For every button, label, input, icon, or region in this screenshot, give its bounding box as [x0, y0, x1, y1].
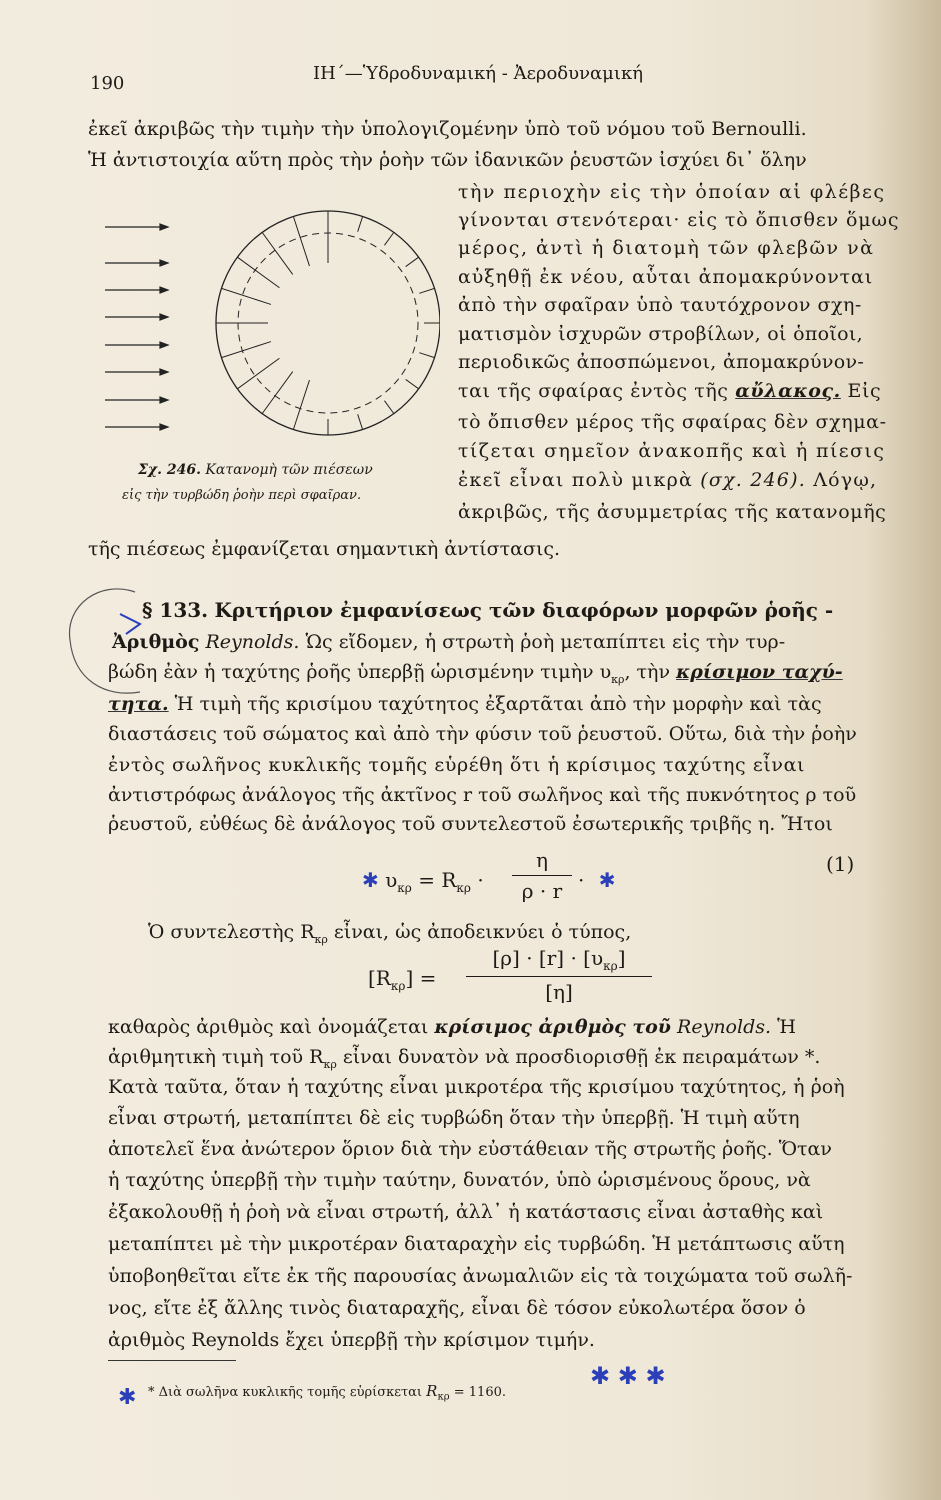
- caption-label: Σχ. 246.: [138, 462, 201, 478]
- subscript: κρ: [603, 959, 618, 973]
- equation-1-tail: [578, 868, 615, 892]
- eq-num-end: ]: [617, 946, 626, 970]
- equation-2: [368, 966, 436, 993]
- eq-dot: ·: [477, 868, 484, 892]
- subscript: κρ: [397, 881, 412, 895]
- figure-246-diagram: [100, 205, 440, 465]
- section-number: § 133.: [142, 598, 209, 622]
- text-line: [108, 1045, 820, 1077]
- text-span: ται τῆς σφαίρας ἐντὸς τῆς: [458, 380, 729, 402]
- equation-number: (1): [826, 852, 855, 876]
- text-line: ἀποτελεῖ ἕνα ἀνώτερον ὅριον διὰ τὴν εὐστάθειαν τῆς στρωτῆς ῥοῆς. Ὅταν: [108, 1138, 832, 1160]
- text-line: τὸ ὄπισθεν μέρος τῆς σφαίρας δὲν σχημα-: [458, 411, 887, 433]
- text-line: ἀπὸ τὴν σφαῖραν ὑπὸ ταυτόχρονον σχη-: [458, 294, 862, 316]
- pressure-vector: [358, 414, 363, 429]
- text-span: ἐκεῖ εἶναι πολὺ μικρὰ: [458, 469, 693, 491]
- eq-numerator: [466, 946, 652, 973]
- text-line: [458, 379, 881, 403]
- text-span: Ὁ συντελεστὴς R: [148, 921, 315, 943]
- text-line: [108, 1015, 796, 1039]
- eq-equals: ] =: [405, 966, 437, 990]
- text-line: τίζεται σημεῖον ἀνακοπῆς καὶ ἡ πίεσις: [458, 440, 886, 462]
- subscript: κρ: [611, 672, 625, 686]
- emphasis-krisimon: κρίσιμον ταχύ-: [676, 661, 843, 683]
- text-line: ἡ ταχύτης ὑπερβῇ τὴν τιμὴν ταύτην, δυνατόν, ὑπὸ ὡρισμένους ὅρους, νὰ: [108, 1169, 811, 1191]
- eq-denominator: ρ · r: [521, 879, 563, 903]
- subscript: κρ: [390, 979, 406, 993]
- running-title: ΙΗ΄—Ὑδροδυναμική - Ἀεροδυναμική: [313, 63, 643, 84]
- text-span: Εἰς: [847, 380, 882, 402]
- reynolds-name: Reynolds.: [677, 1016, 772, 1038]
- footnote-rule: [108, 1360, 236, 1361]
- pressure-vector: [419, 288, 434, 293]
- text-line: αὐξηθῇ ἐκ νέου, αὗται ἀπομακρύνονται: [458, 266, 874, 288]
- flow-arrows: [105, 224, 168, 430]
- subscript: κρ: [456, 881, 471, 895]
- pressure-vector: [262, 232, 293, 274]
- pressure-vector: [384, 232, 393, 245]
- text-line: γίνονται στενότεραι· εἰς τὸ ὄπισθεν ὅμως: [458, 209, 900, 231]
- text-line: μεταπίπτει μὲ τὴν μικροτέραν διαταραχὴν εἰς τυρβώδη. Ἡ μετάπτωσις αὕτη: [108, 1233, 845, 1255]
- pressure-vector: [221, 342, 270, 358]
- pen-mark-star: ✱: [118, 1385, 137, 1410]
- text-line: τῆς πιέσεως ἐμφανίζεται σημαντικὴ ἀντίστασις.: [88, 538, 561, 560]
- text-line: ὑποβοηθεῖται εἴτε ἐκ τῆς παρουσίας ἀνωμαλιῶν εἰς τὰ τοιχώματα τοῦ σωλῆ-: [108, 1265, 853, 1287]
- text-line: [108, 692, 822, 716]
- figure-caption-line2: εἰς τὴν τυρβώδη ῥοὴν περὶ σφαῖραν.: [122, 488, 362, 503]
- pen-annotation: [60, 580, 200, 730]
- pressure-vector: [262, 372, 293, 414]
- text-span: Λόγῳ,: [813, 469, 878, 491]
- page-number: 190: [90, 73, 125, 94]
- equation-1-fraction: [512, 848, 572, 903]
- text-line: ἐντὸς σωλῆνος κυκλικῆς τομῆς εὑρέθη ὅτι ἡ κρίσιμος ταχύτης εἶναι: [108, 754, 806, 776]
- pressure-lines: [216, 211, 440, 435]
- text-line: ἐκεῖ ἀκριβῶς τὴν τιμὴν τὴν ὑπολογιζομένην ὑπὸ τοῦ νόμου τοῦ Bernoulli.: [88, 118, 807, 140]
- section-title: Κριτήριον ἐμφανίσεως τῶν διαφόρων μορφῶν ῥοῆς -: [214, 598, 834, 622]
- text-span: εἶναι δυνατὸν νὰ προσδιορισθῇ ἐκ πειραμάτων *.: [342, 1046, 821, 1068]
- text-span: Ὡς εἴδομεν, ἡ στρωτὴ ῥοὴ μεταπίπτει εἰς τὴν τυρ-: [305, 631, 786, 653]
- pen-mark-star: ✱: [598, 868, 616, 892]
- text-line: ἐξακολουθῇ ἡ ῥοὴ νὰ εἶναι στρωτή, ἀλλ᾽ ἡ κατάστασις εἶναι ἀσταθὴς καὶ: [108, 1201, 824, 1223]
- subscript: κρ: [314, 932, 328, 946]
- pressure-vector: [293, 380, 309, 429]
- text-line: νος, εἴτε ἐξ ἄλλης τινὸς διαταραχῆς, εἶναι δὲ τόσον εὐκολωτέρα ὅσον ὁ: [108, 1297, 806, 1319]
- pressure-vector: [358, 216, 363, 231]
- text-span: Ἡ: [777, 1016, 796, 1038]
- pressure-vector: [406, 257, 419, 266]
- text-line: ἀντιστρόφως ἀνάλογος τῆς ἀκτῖνος r τοῦ σωλῆνος καὶ τῆς πυκνότητος ρ τοῦ: [108, 784, 857, 806]
- text-line: Κατὰ ταῦτα, ὅταν ἡ ταχύτης εἶναι μικροτέρα τῆς κρισίμου ταχύτητος, ἡ ῥοὴ: [108, 1076, 845, 1098]
- text-line: τὴν περιοχὴν εἰς τὴν ὁποίαν αἱ φλέβες: [458, 181, 886, 203]
- text-span: Ἡ τιμὴ τῆς κρισίμου ταχύτητος ἐξαρτᾶται ἀπὸ τὴν μορφὴν καὶ τὰς: [174, 693, 822, 715]
- text-line: [108, 660, 843, 692]
- emphasis-aulakos: αὔλακος.: [735, 380, 841, 402]
- equation-2-fraction: [466, 946, 652, 1004]
- text-line: [112, 630, 785, 654]
- text-line: ματισμὸν ἰσχυρῶν στροβίλων, οἱ ὁποῖοι,: [458, 323, 863, 345]
- text-line: [458, 468, 877, 492]
- text-line: ἀκριβῶς, τῆς ἀσυμμετρίας τῆς κατανομῆς: [458, 501, 887, 523]
- eq-num-text: [ρ] · [r] · [υ: [492, 946, 604, 970]
- pressure-vector: [237, 358, 279, 389]
- pressure-vector: [221, 288, 270, 304]
- subscript: κρ: [437, 1391, 450, 1403]
- emphasis-krisimos: κρίσιμος ἀριθμὸς τοῦ: [434, 1016, 671, 1038]
- pressure-vector: [384, 401, 393, 414]
- pressure-vector: [406, 379, 419, 388]
- pen-mark-stars: ✱ ✱ ✱: [590, 1362, 666, 1390]
- reynolds-name: Reynolds.: [205, 631, 300, 653]
- subscript: κρ: [323, 1057, 337, 1071]
- eq-lhs: [R: [368, 966, 391, 990]
- eq-equals: = R: [418, 868, 457, 892]
- eq-numerator: η: [536, 848, 548, 872]
- text-span: καθαρὸς ἀριθμὸς καὶ ὀνομάζεται: [108, 1016, 429, 1038]
- text-line: διαστάσεις τοῦ σώματος καὶ ἀπὸ τὴν φύσιν τοῦ ῥευστοῦ. Οὕτω, διὰ τὴν ῥοὴν: [108, 723, 857, 745]
- fraction-bar: [512, 875, 572, 876]
- text-line: περιοδικῶς ἀποσπώμενοι, ἀπομακρύνον-: [458, 351, 865, 373]
- pressure-vector: [237, 257, 279, 288]
- text-span: εἶναι, ὡς ἀποδεικνύει ὁ τύπος,: [333, 921, 632, 943]
- eq-denominator: [η]: [545, 980, 573, 1004]
- footnote-value: = 1160.: [453, 1385, 506, 1400]
- figure-caption: [138, 462, 373, 478]
- footnote-star: *: [148, 1385, 155, 1400]
- section-title-cont: Ἀριθμὸς: [112, 631, 200, 653]
- section-heading: [142, 598, 833, 622]
- text-line: ῥευστοῦ, εὐθέως δὲ ἀνάλογος τοῦ συντελεστοῦ ἐσωτερικῆς τριβῆς η. Ἤτοι: [108, 813, 833, 835]
- pressure-vector: [293, 216, 309, 265]
- text-span: ἀριθμητικὴ τιμὴ τοῦ R: [108, 1046, 324, 1068]
- equation-1: [362, 868, 484, 895]
- text-span: , τὴν: [624, 661, 670, 683]
- text-line: ἀριθμὸς Reynolds ἔχει ὑπερβῇ τὴν κρίσιμον τιμήν.: [108, 1329, 595, 1351]
- fraction-bar: [466, 976, 652, 977]
- eq-dot: ·: [578, 868, 585, 892]
- emphasis-tita: τητα.: [108, 693, 169, 715]
- caption-text: Κατανομὴ τῶν πιέσεων: [205, 462, 373, 478]
- eq-lhs: υ: [385, 868, 398, 892]
- text-line: εἶναι στρωτή, μεταπίπτει δὲ εἰς τυρβώδη ὅταν τὴν ὑπερβῇ. Ἡ τιμὴ αὕτη: [108, 1107, 800, 1129]
- text-span: βώδη ἐὰν ἡ ταχύτης ῥοῆς ὑπερβῇ ὡρισμένην τιμὴν υ: [108, 661, 612, 683]
- pen-mark-star: ✱: [362, 868, 379, 892]
- footnote-r: R: [426, 1382, 438, 1400]
- footnote-text: Διὰ σωλῆνα κυκλικῆς τομῆς εὑρίσκεται: [158, 1385, 423, 1400]
- figure-reference: (σχ. 246).: [700, 469, 806, 491]
- text-line: μέρος, ἀντὶ ἡ διατομὴ τῶν φλεβῶν νὰ: [458, 237, 875, 259]
- pressure-vector: [419, 353, 434, 358]
- text-line: Ἡ ἀντιστοιχία αὕτη πρὸς τὴν ῥοὴν τῶν ἰδανικῶν ῥευστῶν ἰσχύει δι᾽ ὅλην: [88, 149, 807, 171]
- footnote: [148, 1382, 506, 1403]
